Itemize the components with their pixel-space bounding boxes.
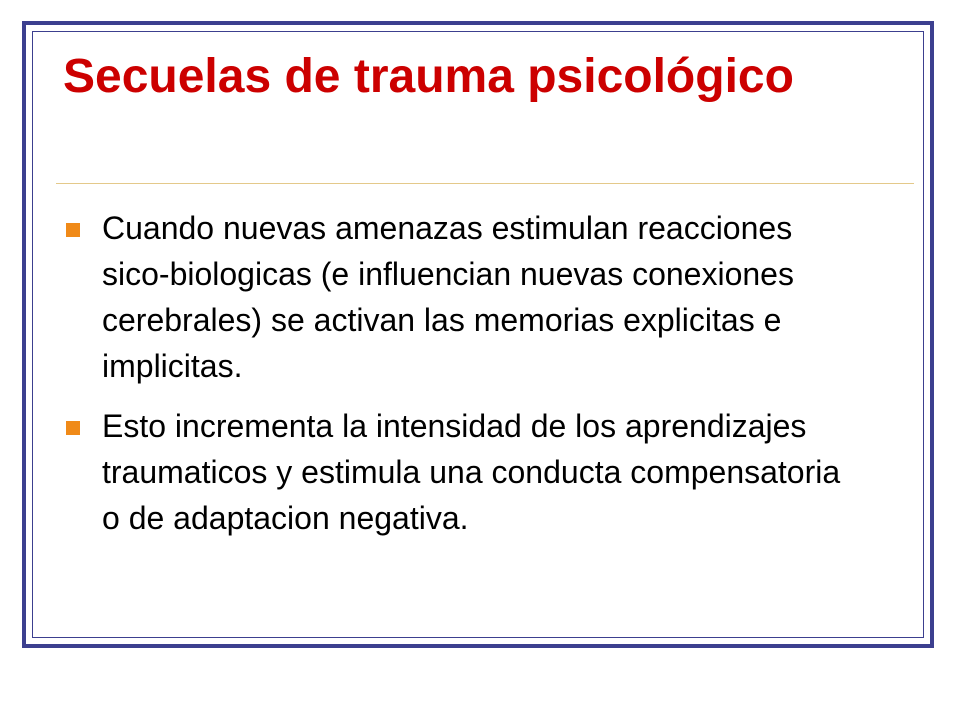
slide-title: Secuelas de trauma psicológico (63, 50, 794, 103)
bullet-item (64, 403, 864, 541)
square-bullet-icon (66, 421, 80, 435)
title-divider (56, 183, 914, 184)
square-bullet-icon (66, 223, 80, 237)
bullet-text: Esto incrementa la intensidad de los aprendizajes traumaticos y estimula una conducta compensatoria o de adaptacion negativa. (102, 408, 841, 536)
bullet-text: Cuando nuevas amenazas estimulan reacciones sico-biologicas (e influencian nuevas conexiones cerebrales) se activan las memorias explicitas e implicitas. (102, 210, 794, 384)
bullet-list (64, 205, 864, 555)
bullet-item (64, 205, 864, 389)
